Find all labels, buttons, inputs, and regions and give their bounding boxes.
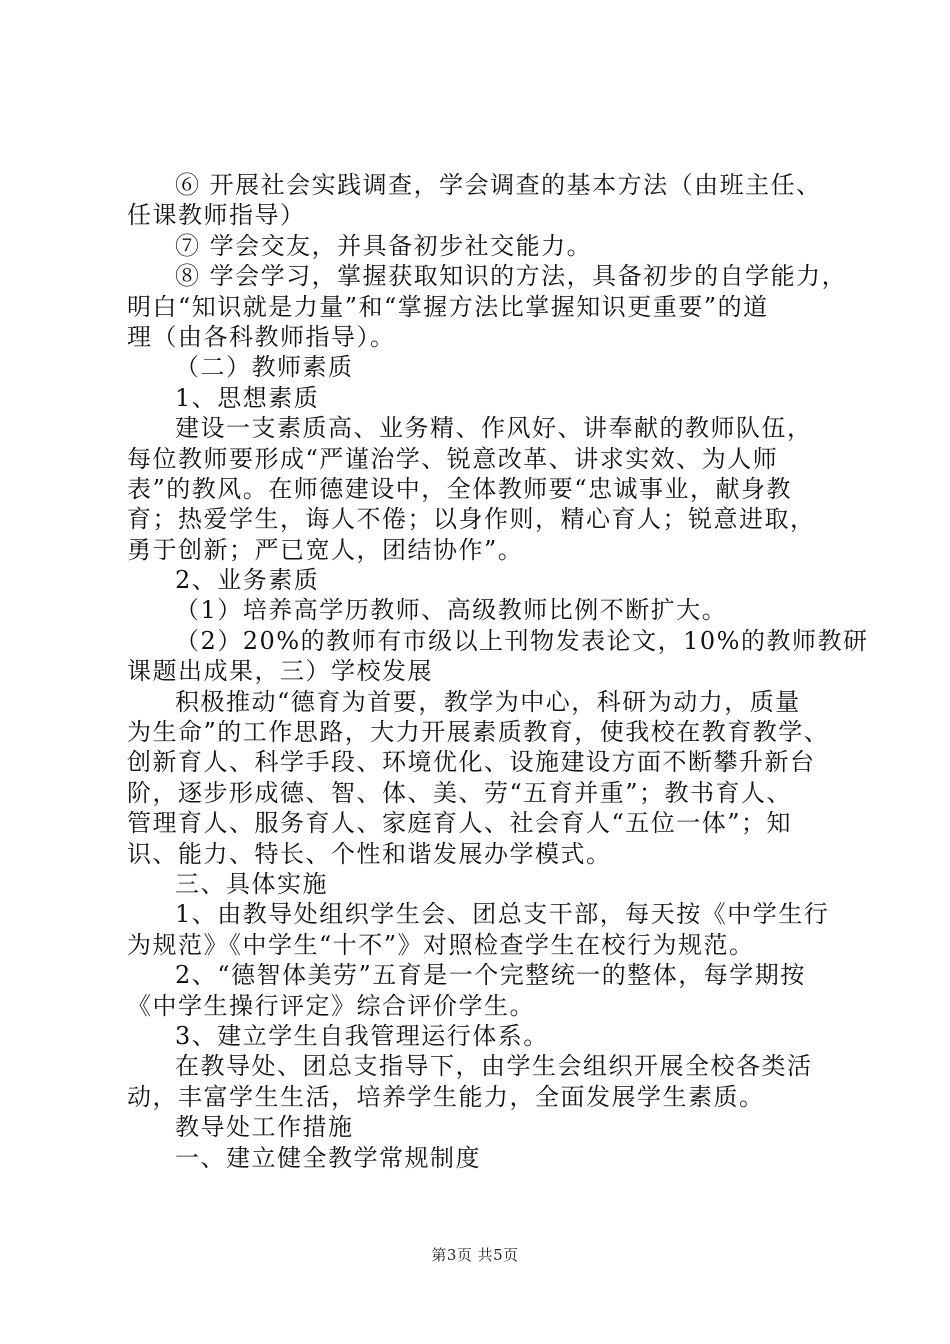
text-line: 勇于创新；严已宽人，团结协作”。 [127,535,524,564]
text-line: ⑦ 学会交友，并具备初步社交能力。 [175,231,593,260]
text-line: 在教导处、团总支指导下，由学生会组织开展全校各类活 [175,1052,813,1081]
page-number-footer: 第3页 共5页 [431,1246,519,1264]
text-line: 阶，逐步形成德、智、体、美、劳“五育并重”；教书育人、 [127,778,793,807]
text-line: 《中学生操行评定》综合评价学生。 [127,991,535,1020]
text-line: 育；热爱学生，诲人不倦；以身作则，精心育人；锐意进取， [127,505,816,534]
text-line: 理（由各科教师指导）。 [127,322,396,351]
text-line: 课题出成果，三）学校发展 [127,657,433,686]
text-line: ⑧ 学会学习，掌握获取知识的方法，具备初步的自学能力， [175,262,848,291]
text-line: 动，丰富学生生活，培养学生能力，全面发展学生素质。 [127,1082,765,1111]
text-line: （1）培养高学历教师、高级教师比例不断扩大。 [175,596,728,625]
text-line: ⑥ 开展社会实践调查，学会调查的基本方法（由班主任、 [175,171,822,199]
text-line: 2、业务素质 [175,566,320,595]
text-line: 管理育人、服务育人、家庭育人、社会育人“五位一体”；知 [127,809,793,838]
text-line: 建设一支素质高、业务精、作风好、讲奉献的教师队伍， [175,414,813,443]
text-line: 为规范》《中学生“十不”》对照检查学生在校行为规范。 [127,930,755,959]
text-line: （二）教师素质 [175,353,354,382]
text-line: 3、建立学生自我管理运行体系。 [175,1021,549,1050]
text-line: （2）20%的教师有市级以上刊物发表论文，10%的教师教研 [175,626,869,655]
text-line: 为生命”的工作思路，大力开展素质教育，使我校在教育教学、 [127,718,830,747]
text-line: 一、建立健全教学常规制度 [175,1143,481,1172]
text-line: 积极推动“德育为首要，教学为中心，科研为动力，质量 [175,687,801,716]
text-line: 1、由教导处组织学生会、团总支干部，每天按《中学生行 [175,900,830,929]
text-line: 创新育人、科学手段、环境优化、设施建设方面不断攀升新台 [127,748,816,777]
text-line: 明白“知识就是力量”和“掌握方法比掌握知识更重要”的道 [127,292,769,321]
text-line: 三、具体实施 [175,869,328,898]
text-line: 1、思想素质 [175,383,320,412]
text-line: 表”的教风。在师德建设中，全体教师要“忠诚事业，献身教 [127,474,793,503]
text-line: 每位教师要形成“严谨治学、锐意改革、讲求实效、为人师 [127,444,779,473]
text-line: 2、“德智体美劳”五育是一个完整统一的整体，每学期按 [175,961,806,990]
text-line: 教导处工作措施 [175,1113,354,1142]
text-line: 识、能力、特长、个性和谐发展办学模式。 [127,839,612,868]
text-line: 任课教师指导） [127,201,306,230]
document-body [127,170,869,1173]
